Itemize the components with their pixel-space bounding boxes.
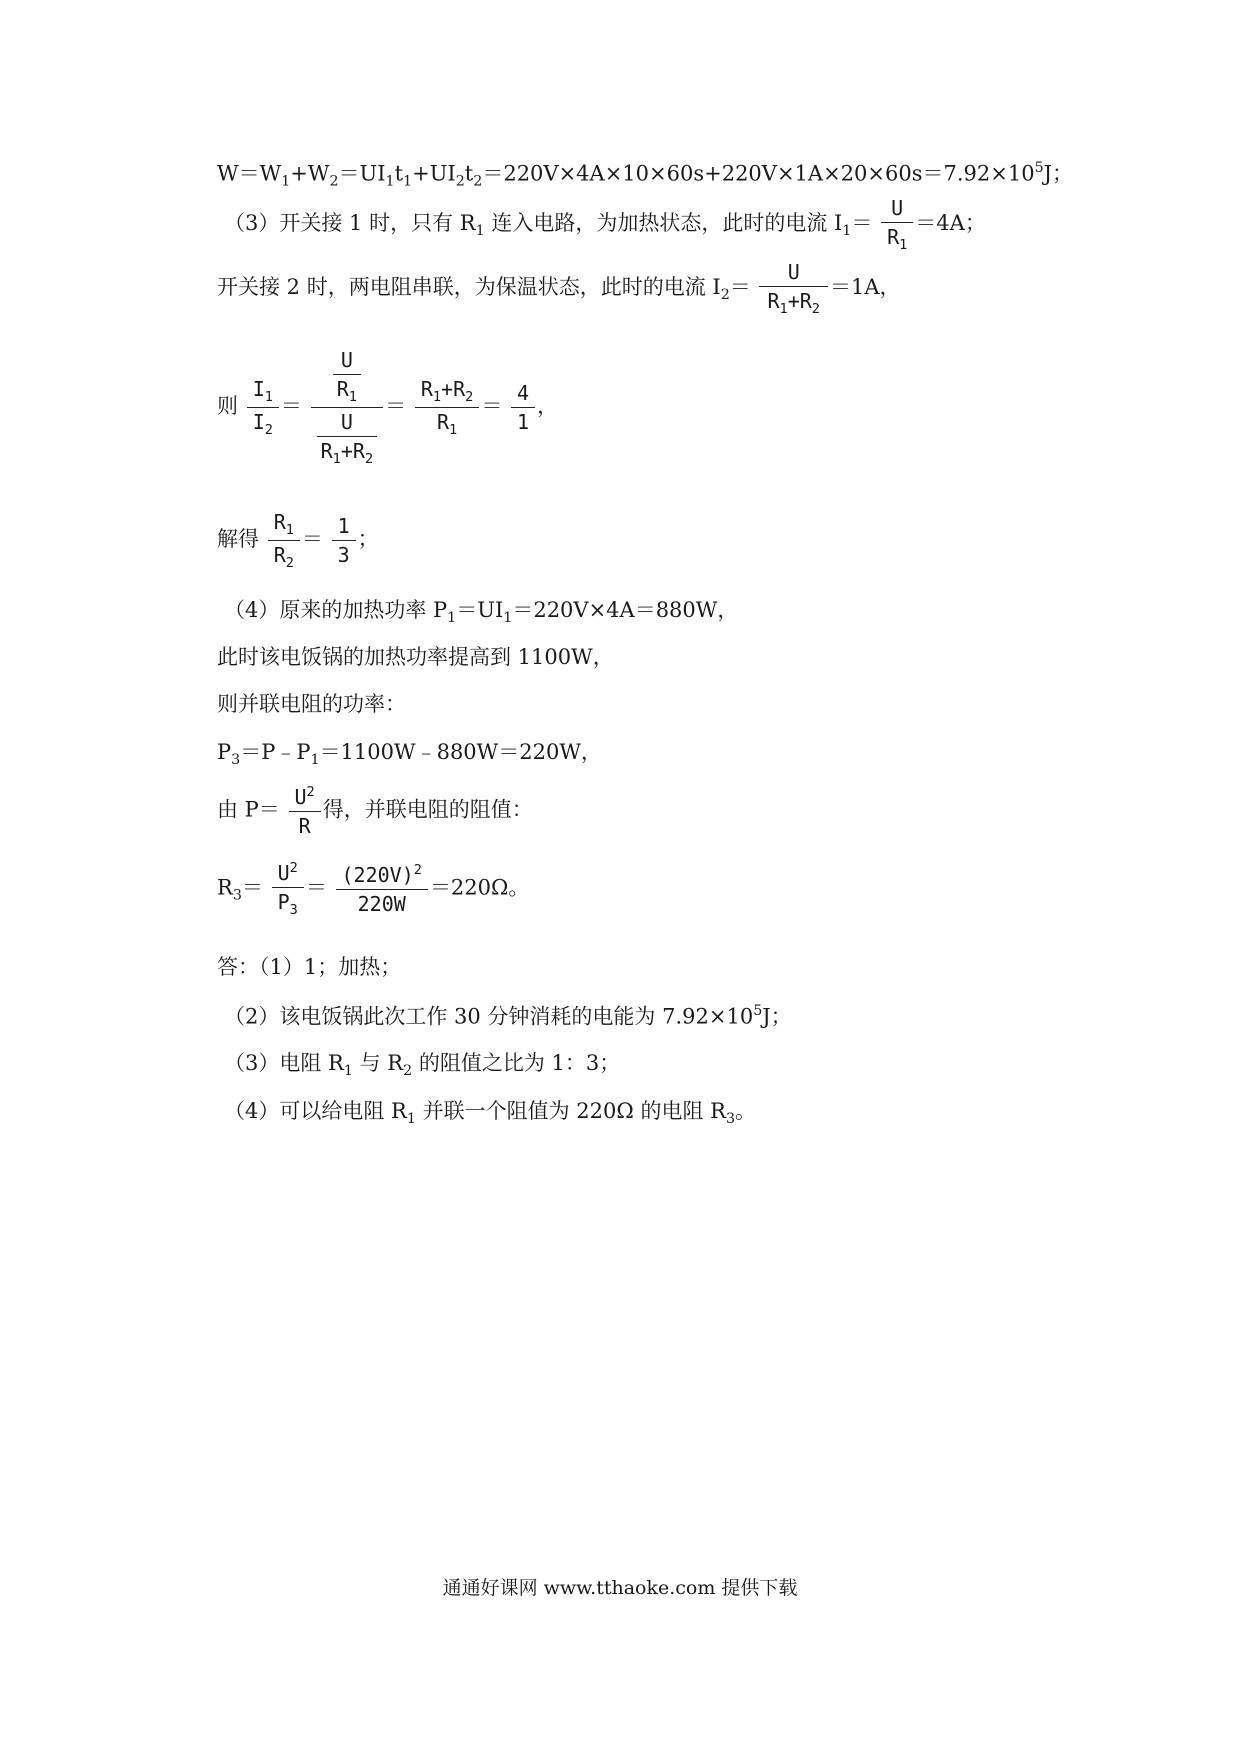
text: ， <box>537 394 559 419</box>
part4-line1 <box>224 598 738 627</box>
subscript: 1 <box>348 388 357 405</box>
text: ＝1100W﹣880W＝220W， <box>319 740 602 764</box>
subscript: 3 <box>232 887 242 904</box>
text: P <box>277 890 290 915</box>
fraction <box>317 410 378 467</box>
text: +R <box>441 377 466 401</box>
denominator: R <box>298 814 311 839</box>
text: R <box>273 510 286 534</box>
text: ＝4A； <box>915 211 986 236</box>
subscript: 1 <box>332 450 341 467</box>
denominator <box>759 287 828 317</box>
text: ＝1A， <box>829 275 901 300</box>
subscript: 2 <box>329 173 339 190</box>
subscript: 2 <box>720 287 730 304</box>
text: U <box>294 785 307 810</box>
text: I <box>252 410 265 435</box>
text: R <box>420 377 433 401</box>
text: ＝220V×4A×10×60s+220V×1A×20×60s＝7.92×10 <box>482 161 1035 186</box>
numerator <box>415 377 480 408</box>
text: 与 R <box>352 1051 404 1075</box>
numerator <box>247 377 279 408</box>
fraction <box>247 377 279 438</box>
numerator <box>268 510 300 541</box>
text: 由 P＝ <box>217 797 280 822</box>
superscript: 2 <box>413 862 422 879</box>
text: ＝UI <box>456 598 504 622</box>
subscript: 1 <box>475 223 485 240</box>
fraction <box>336 862 428 916</box>
numerator <box>289 784 321 812</box>
subscript: 2 <box>264 421 273 438</box>
text: ＝ <box>481 394 503 419</box>
subscript: 3 <box>725 1110 736 1127</box>
part4-line4 <box>217 740 602 769</box>
numerator: U <box>317 410 378 437</box>
fraction <box>268 510 300 571</box>
denominator <box>333 375 361 405</box>
denominator: 1 <box>517 410 530 435</box>
text: （4）可以给电阻 R <box>224 1099 407 1123</box>
text: ＝ <box>385 394 407 419</box>
part4-line3 <box>217 692 406 717</box>
denominator <box>311 408 384 467</box>
text: J； <box>1043 161 1074 186</box>
ratio-line <box>217 348 558 467</box>
text: +UI <box>412 161 456 186</box>
text: J； <box>762 1004 792 1029</box>
numerator: 1 <box>332 514 356 541</box>
footer-attribution: 通通好课网 www.tthaoke.com 提供下载 <box>442 1577 798 1599</box>
subscript: 3 <box>231 751 241 768</box>
energy-total-line <box>217 160 1073 191</box>
denominator: 3 <box>337 543 350 568</box>
part4-line6 <box>217 860 529 918</box>
text: +W <box>290 161 330 186</box>
text: ＝220Ω。 <box>429 875 530 900</box>
denominator <box>272 888 304 918</box>
text: +R <box>340 439 365 464</box>
text: 并联一个阻值为 220Ω 的电阻 R <box>415 1099 726 1123</box>
subscript: 1 <box>432 388 442 405</box>
text: （3）开关接 1 时，只有 R <box>224 211 476 236</box>
fraction <box>332 514 356 567</box>
text: 此时该电饭锅的加热功率提高到 1100W， <box>217 645 614 669</box>
text: (220V) <box>341 863 414 888</box>
text: ＝ <box>729 275 751 300</box>
text: 连入电路，为加热状态，此时的电流 I <box>484 211 843 236</box>
text: ＝220V×4A＝880W， <box>512 598 739 622</box>
superscript: 5 <box>753 1003 763 1019</box>
text: ＝ <box>305 875 327 900</box>
text: ＝ <box>280 394 302 419</box>
denominator <box>881 223 913 253</box>
text: W＝W <box>217 161 282 186</box>
subscript: 1 <box>403 173 413 190</box>
text: I <box>252 377 265 401</box>
subscript: 1 <box>503 609 513 626</box>
text: （3）电阻 R <box>224 1051 344 1075</box>
text: ； <box>357 527 379 552</box>
subscript: 2 <box>364 450 374 467</box>
part4-line5 <box>217 784 533 838</box>
answer-3 <box>224 1051 620 1080</box>
numerator: 4 <box>511 381 535 408</box>
denominator <box>268 541 300 571</box>
subscript: 1 <box>447 609 457 626</box>
text: R <box>887 225 900 249</box>
subscript: 1 <box>343 1062 353 1079</box>
numerator <box>311 348 384 408</box>
numerator <box>272 860 304 888</box>
text: 答：（1）1；加热； <box>217 955 402 979</box>
denominator <box>247 408 279 438</box>
text: R <box>767 289 780 313</box>
text: R <box>436 410 449 435</box>
compound-fraction <box>311 348 384 467</box>
denominator: 220W <box>357 892 406 917</box>
answer-2 <box>224 1003 792 1030</box>
solve-line <box>217 510 379 571</box>
fraction <box>333 348 361 405</box>
subscript: 1 <box>449 421 458 438</box>
text: 的阻值之比为 1：3； <box>412 1051 621 1075</box>
text: （4）原来的加热功率 P <box>224 598 448 622</box>
subscript: 2 <box>811 300 820 317</box>
subscript: 1 <box>406 1110 416 1127</box>
text: 则并联电阻的功率： <box>217 692 406 716</box>
text: R <box>320 439 333 464</box>
subscript: 1 <box>310 751 320 768</box>
superscript: 2 <box>289 860 298 876</box>
text: 开关接 2 时，两电阻串联，为保温状态，此时的电流 I <box>217 275 721 300</box>
text: （2）该电饭锅此次工作 30 分钟消耗的电能为 7.92×10 <box>224 1004 754 1029</box>
text: t <box>394 161 404 186</box>
numerator: U <box>759 260 828 287</box>
superscript: 5 <box>1034 160 1044 176</box>
text: R <box>273 543 286 568</box>
numerator: U <box>881 196 913 223</box>
subscript: 2 <box>465 388 474 405</box>
subscript: 3 <box>289 901 298 918</box>
text: 得，并联电阻的阻值： <box>322 797 533 822</box>
subscript: 2 <box>285 554 294 571</box>
subscript: 1 <box>385 173 395 190</box>
fraction <box>511 381 535 434</box>
subscript: 2 <box>473 173 483 190</box>
subscript: 2 <box>403 1062 413 1079</box>
subscript: 1 <box>779 300 788 317</box>
fraction <box>759 260 828 317</box>
subscript: 1 <box>285 521 294 538</box>
text: ＝P﹣P <box>240 740 311 764</box>
subscript: 1 <box>264 388 273 405</box>
numerator <box>336 862 428 890</box>
numerator: U <box>333 348 361 375</box>
text: 则 <box>217 394 238 419</box>
text: R <box>336 377 349 401</box>
text: ＝ <box>851 211 873 236</box>
text: 解得 <box>217 527 259 552</box>
text: R <box>217 875 233 900</box>
denominator <box>317 437 378 467</box>
subscript: 2 <box>455 173 465 190</box>
subscript: 1 <box>281 173 291 190</box>
text: ＝UI <box>338 161 386 186</box>
fraction <box>881 196 913 253</box>
text: 。 <box>735 1099 757 1123</box>
answer-4 <box>224 1099 756 1128</box>
text: U <box>277 861 290 886</box>
part4-line2 <box>217 645 614 670</box>
part3-keepwarm-line <box>217 260 901 317</box>
text: ＝ <box>241 875 263 900</box>
text: t <box>464 161 474 186</box>
subscript: 1 <box>899 236 908 253</box>
fraction <box>289 784 321 838</box>
text: ＝ <box>301 527 323 552</box>
superscript: 2 <box>306 784 315 800</box>
fraction <box>272 860 304 918</box>
part3-heating-line <box>224 196 986 253</box>
answer-1 <box>217 955 401 980</box>
subscript: 1 <box>842 223 852 240</box>
text: +R <box>787 289 812 313</box>
fraction <box>415 377 480 438</box>
denominator <box>415 408 480 438</box>
text: P <box>217 740 232 764</box>
